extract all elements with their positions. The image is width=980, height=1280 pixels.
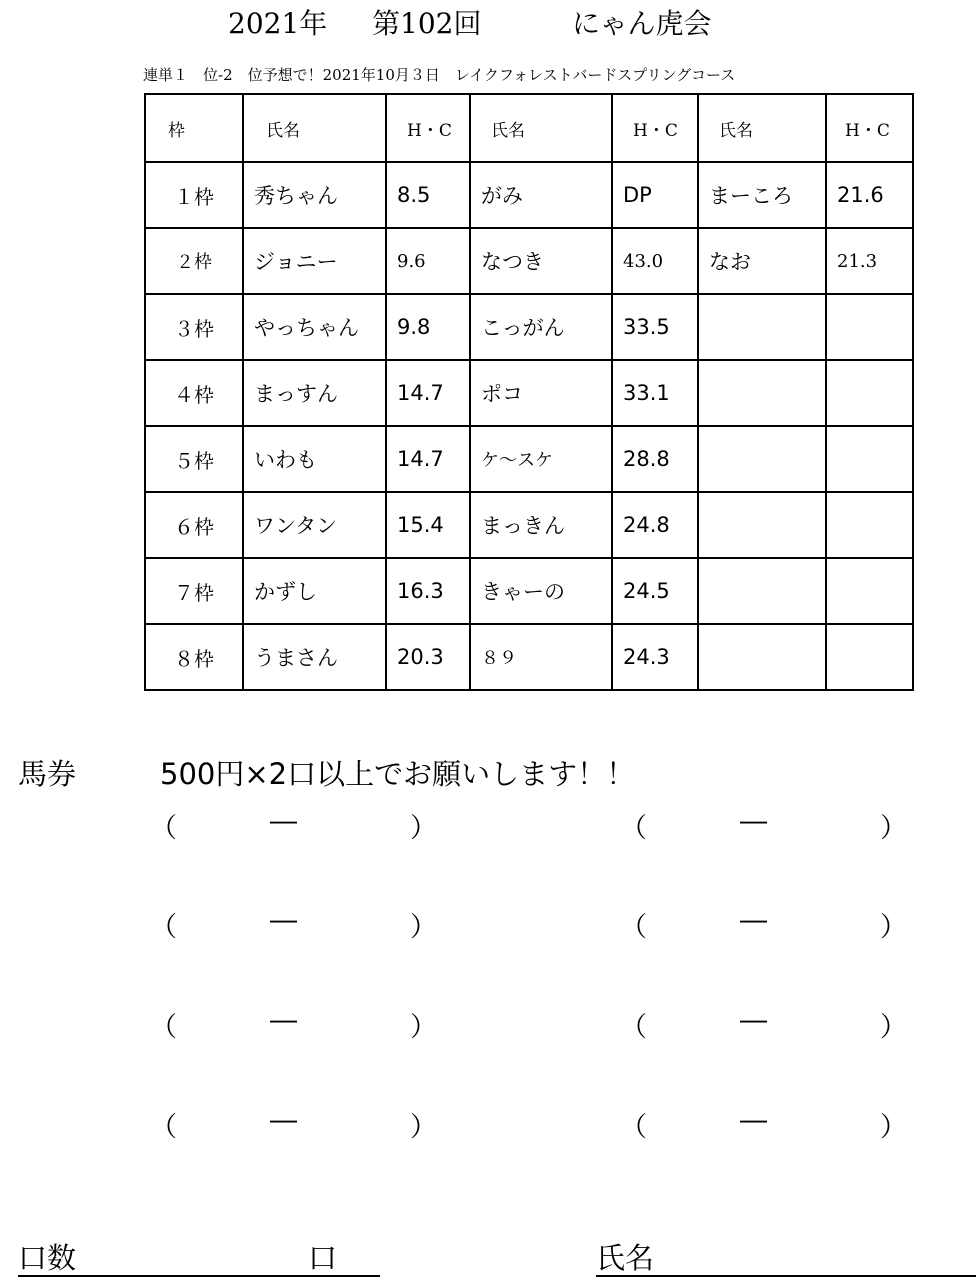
hc-cell: 28.8 (612, 426, 698, 492)
header-frame: 枠 (145, 94, 243, 162)
frame-cell: ６枠 (145, 492, 243, 558)
player-cell: こっがん (470, 294, 612, 360)
hc-cell (826, 360, 913, 426)
hc-cell: 9.6 (386, 228, 470, 294)
hc-cell (826, 426, 913, 492)
hc-cell: 43.0 (612, 228, 698, 294)
dash: ― (270, 806, 297, 837)
hc-cell: 8.5 (386, 162, 470, 228)
name-field[interactable] (596, 1232, 976, 1280)
hc-cell: DP (612, 162, 698, 228)
table-row (145, 492, 913, 558)
hc-cell: 14.7 (386, 360, 470, 426)
player-cell (698, 624, 826, 690)
player-cell: きゃーの (470, 558, 612, 624)
hc-cell: 21.3 (826, 228, 913, 294)
player-cell (698, 294, 826, 360)
player-cell: ワンタン (243, 492, 386, 558)
close-paren: ） (410, 1012, 437, 1043)
player-cell: ジョニー (243, 228, 386, 294)
dash: ― (740, 806, 767, 837)
player-cell: 秀ちゃん (243, 162, 386, 228)
hc-cell (826, 624, 913, 690)
hc-cell: 16.3 (386, 558, 470, 624)
page-title (0, 2, 980, 42)
player-cell: ポコ (470, 360, 612, 426)
player-cell: がみ (470, 162, 612, 228)
hc-cell: 21.6 (826, 162, 913, 228)
hc-cell: 14.7 (386, 426, 470, 492)
close-paren: ） (880, 912, 907, 943)
dash: ― (740, 905, 767, 936)
hc-cell: 24.5 (612, 558, 698, 624)
player-cell (698, 426, 826, 492)
open-paren: （ (150, 912, 177, 943)
close-paren: ） (880, 1012, 907, 1043)
close-paren: ） (880, 813, 907, 844)
hc-cell: 24.8 (612, 492, 698, 558)
player-cell: かずし (243, 558, 386, 624)
hc-cell (826, 492, 913, 558)
title-year: 2021年 (228, 7, 328, 40)
dash: ― (740, 1005, 767, 1036)
ticket-slot[interactable] (150, 1005, 510, 1055)
header-name-2: 氏名 (470, 94, 612, 162)
player-cell: なつき (470, 228, 612, 294)
frame-table (144, 93, 914, 691)
count-underline (18, 1275, 380, 1277)
close-paren: ） (880, 1112, 907, 1143)
hc-cell (826, 558, 913, 624)
player-cell: うまさん (243, 624, 386, 690)
header-hc-3: H・C (826, 94, 913, 162)
hc-cell: 24.3 (612, 624, 698, 690)
header-name-3: 氏名 (698, 94, 826, 162)
frame-cell: ２枠 (145, 228, 243, 294)
open-paren: （ (150, 1112, 177, 1143)
baken-section (18, 752, 978, 796)
player-cell: いわも (243, 426, 386, 492)
table-row (145, 294, 913, 360)
frame-cell: １枠 (145, 162, 243, 228)
player-cell: やっちゃん (243, 294, 386, 360)
table-row (145, 162, 913, 228)
open-paren: （ (620, 813, 647, 844)
ticket-slot[interactable] (150, 905, 510, 955)
table-row (145, 558, 913, 624)
player-cell: なお (698, 228, 826, 294)
open-paren: （ (620, 1112, 647, 1143)
baken-note: 500円×2口以上でお願いします！！ (160, 757, 636, 791)
player-cell (698, 558, 826, 624)
name-underline (596, 1275, 976, 1277)
header-hc-1: H・C (386, 94, 470, 162)
ticket-slot[interactable] (150, 806, 510, 856)
table-row (145, 624, 913, 690)
frame-cell: ８枠 (145, 624, 243, 690)
player-cell: ケ～スケ (470, 426, 612, 492)
ticket-slot[interactable] (620, 1005, 980, 1055)
dash: ― (740, 1105, 767, 1136)
frame-cell: ５枠 (145, 426, 243, 492)
hc-cell (826, 294, 913, 360)
hc-cell: 33.5 (612, 294, 698, 360)
player-cell (698, 360, 826, 426)
close-paren: ） (410, 912, 437, 943)
name-label: 氏名 (596, 1241, 655, 1275)
frame-cell: ７枠 (145, 558, 243, 624)
frame-cell: ３枠 (145, 294, 243, 360)
dash: ― (270, 1005, 297, 1036)
open-paren: （ (620, 912, 647, 943)
table-row (145, 426, 913, 492)
table-header-row (145, 94, 913, 162)
hc-cell: 20.3 (386, 624, 470, 690)
table-row (145, 360, 913, 426)
count-field[interactable] (18, 1232, 380, 1280)
dash: ― (270, 1105, 297, 1136)
hc-cell: 15.4 (386, 492, 470, 558)
baken-label: 馬券 (18, 757, 77, 791)
player-cell: まっすん (243, 360, 386, 426)
open-paren: （ (620, 1012, 647, 1043)
header-name-1: 氏名 (243, 94, 386, 162)
count-label: 口数 (18, 1241, 77, 1275)
hc-cell: 33.1 (612, 360, 698, 426)
close-paren: ） (410, 813, 437, 844)
ticket-slot[interactable] (150, 1105, 510, 1155)
ticket-slot[interactable] (620, 905, 980, 955)
ticket-slot[interactable] (620, 1105, 980, 1155)
frame-cell: ４枠 (145, 360, 243, 426)
dash: ― (270, 905, 297, 936)
player-cell: ８９ (470, 624, 612, 690)
close-paren: ） (410, 1112, 437, 1143)
title-edition: 第102回 (372, 7, 482, 40)
player-cell: まーころ (698, 162, 826, 228)
subtitle: 連単１ 位-2 位予想で！2021年10月３日 レイクフォレストバードスプリングコース (143, 66, 736, 84)
player-cell (698, 492, 826, 558)
table-row (145, 228, 913, 294)
hc-cell: 9.8 (386, 294, 470, 360)
title-club: にゃん虎会 (572, 7, 712, 40)
header-hc-2: H・C (612, 94, 698, 162)
open-paren: （ (150, 1012, 177, 1043)
ticket-slot[interactable] (620, 806, 980, 856)
player-cell: まっきん (470, 492, 612, 558)
open-paren: （ (150, 813, 177, 844)
count-unit: 口 (308, 1241, 338, 1275)
